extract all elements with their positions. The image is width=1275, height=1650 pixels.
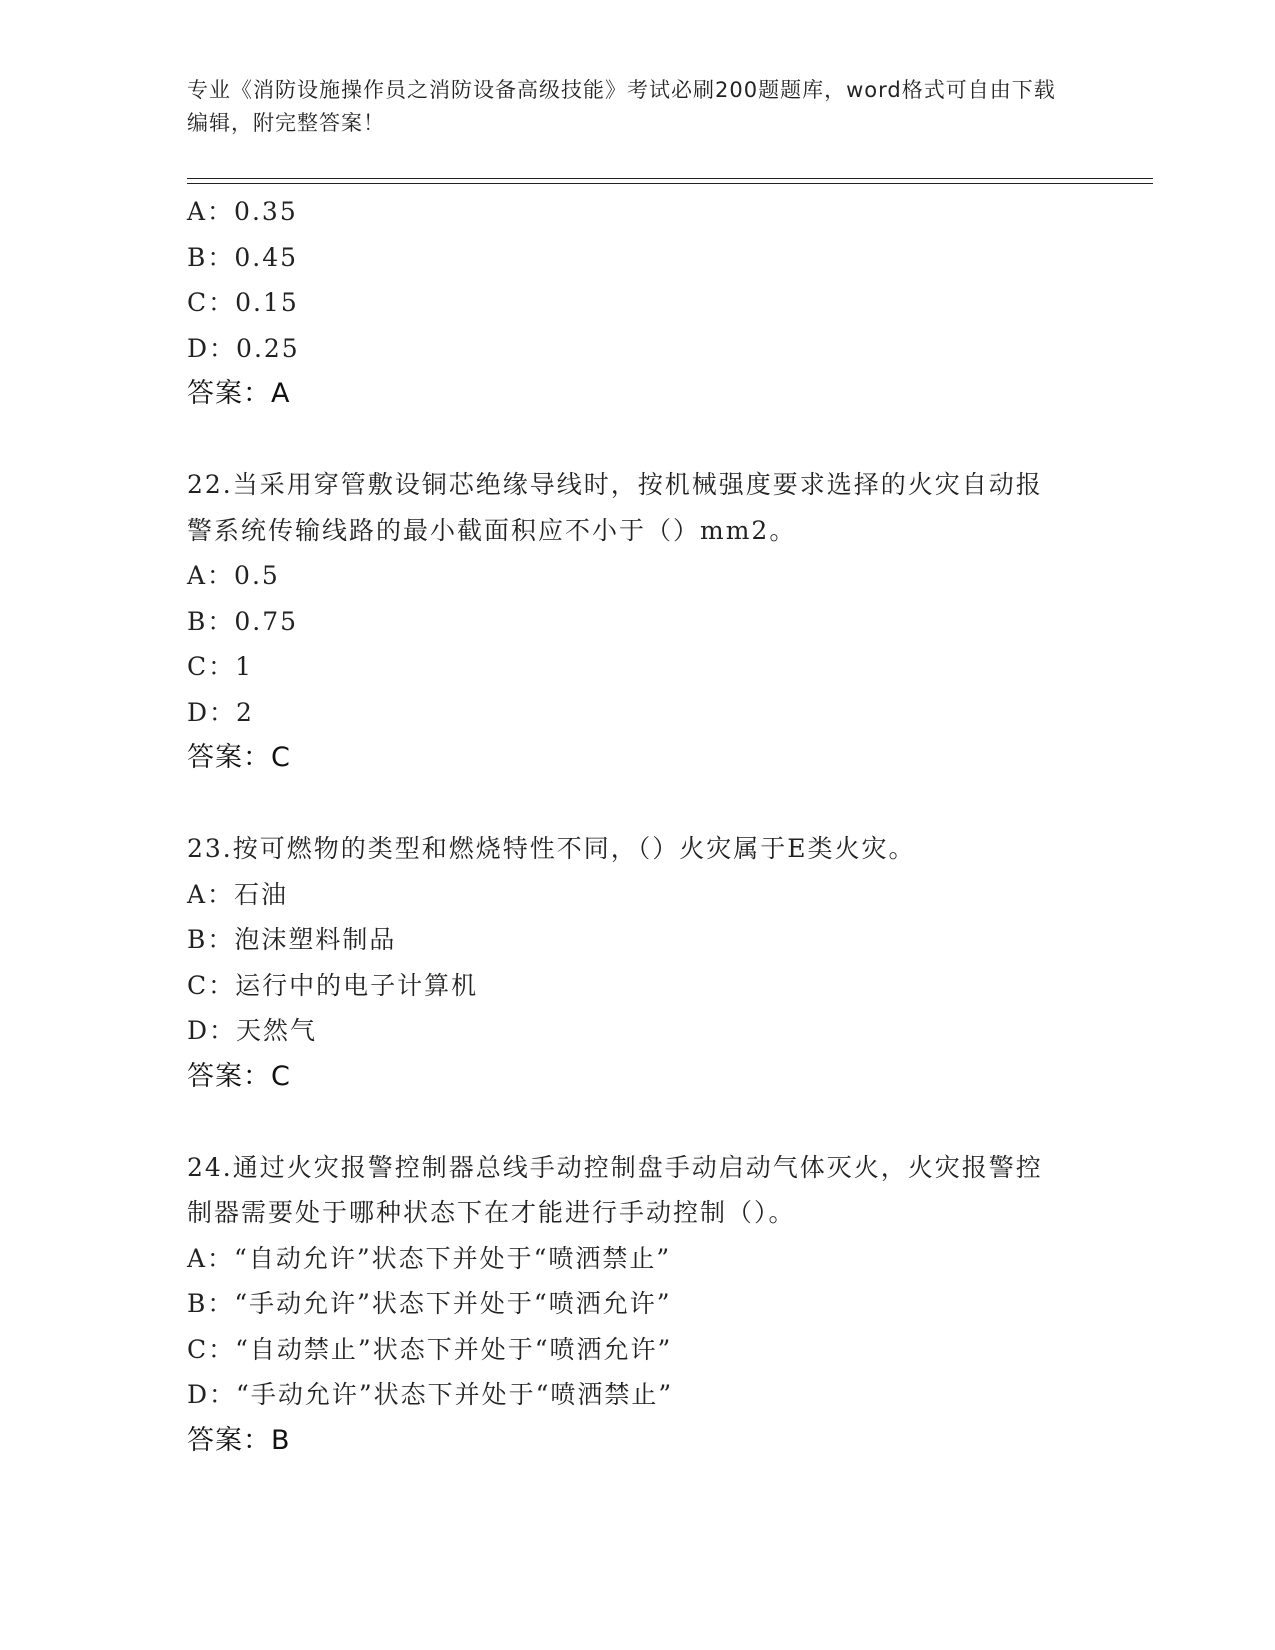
option-b: B：“手动允许”状态下并处于“喷洒允许”: [187, 1289, 672, 1318]
answer-line: 答案：C: [187, 742, 291, 773]
spacer: [187, 417, 1087, 463]
option-b: B：泡沫塑料制品: [187, 925, 397, 954]
question-text: 22.当采用穿管敷设铜芯绝缘导线时，按机械强度要求选择的火灾自动报警系统传输线路的最小截面积应不小于（）mm2。: [187, 470, 1043, 545]
option-a: A：石油: [187, 879, 289, 909]
question-text: 24.通过火灾报警控制器总线手动控制盘手动启动气体灭火，火灾报警控制器需要处于哪种状态下在才能进行手动控制（）。: [187, 1152, 1043, 1227]
option-b: B：0.45: [187, 242, 299, 272]
answer-line: 答案：C: [187, 1060, 291, 1092]
option-c: C：0.15: [187, 288, 299, 317]
answer-line: 答案：B: [187, 1424, 291, 1456]
question-23: [187, 826, 1087, 1099]
option-a: A：0.35: [187, 197, 298, 226]
header-divider-bottom: [187, 183, 1153, 184]
question-text: 23.按可燃物的类型和燃烧特性不同，（）火灾属于E类火灾。: [187, 834, 916, 863]
option-d: D：0.25: [187, 333, 300, 363]
header-divider-top: [187, 178, 1153, 179]
question-list: [187, 189, 1087, 1463]
option-c: C：运行中的电子计算机: [187, 970, 479, 1000]
question-24: [187, 1145, 1087, 1464]
option-d: D：“手动允许”状态下并处于“喷洒禁止”: [187, 1380, 674, 1409]
answer-line: 答案：A: [187, 378, 291, 409]
option-d: D：天然气: [187, 1016, 318, 1045]
document-header: [187, 74, 1067, 140]
spacer: [187, 1099, 1087, 1145]
option-c: C：1: [187, 652, 254, 681]
question-21-continued: [187, 189, 1087, 417]
question-22: [187, 462, 1087, 781]
spacer: [187, 781, 1087, 827]
option-c: C：“自动禁止”状态下并处于“喷洒允许”: [187, 1334, 673, 1364]
option-d: D：2: [187, 697, 254, 727]
option-a: A：0.5: [187, 561, 280, 590]
option-b: B：0.75: [187, 606, 299, 636]
option-a: A：“自动允许”状态下并处于“喷洒禁止”: [187, 1243, 672, 1273]
header-title: 专业《消防设施操作员之消防设备高级技能》考试必刷200题题库，word格式可自由下载编辑，附完整答案！: [187, 78, 1056, 135]
